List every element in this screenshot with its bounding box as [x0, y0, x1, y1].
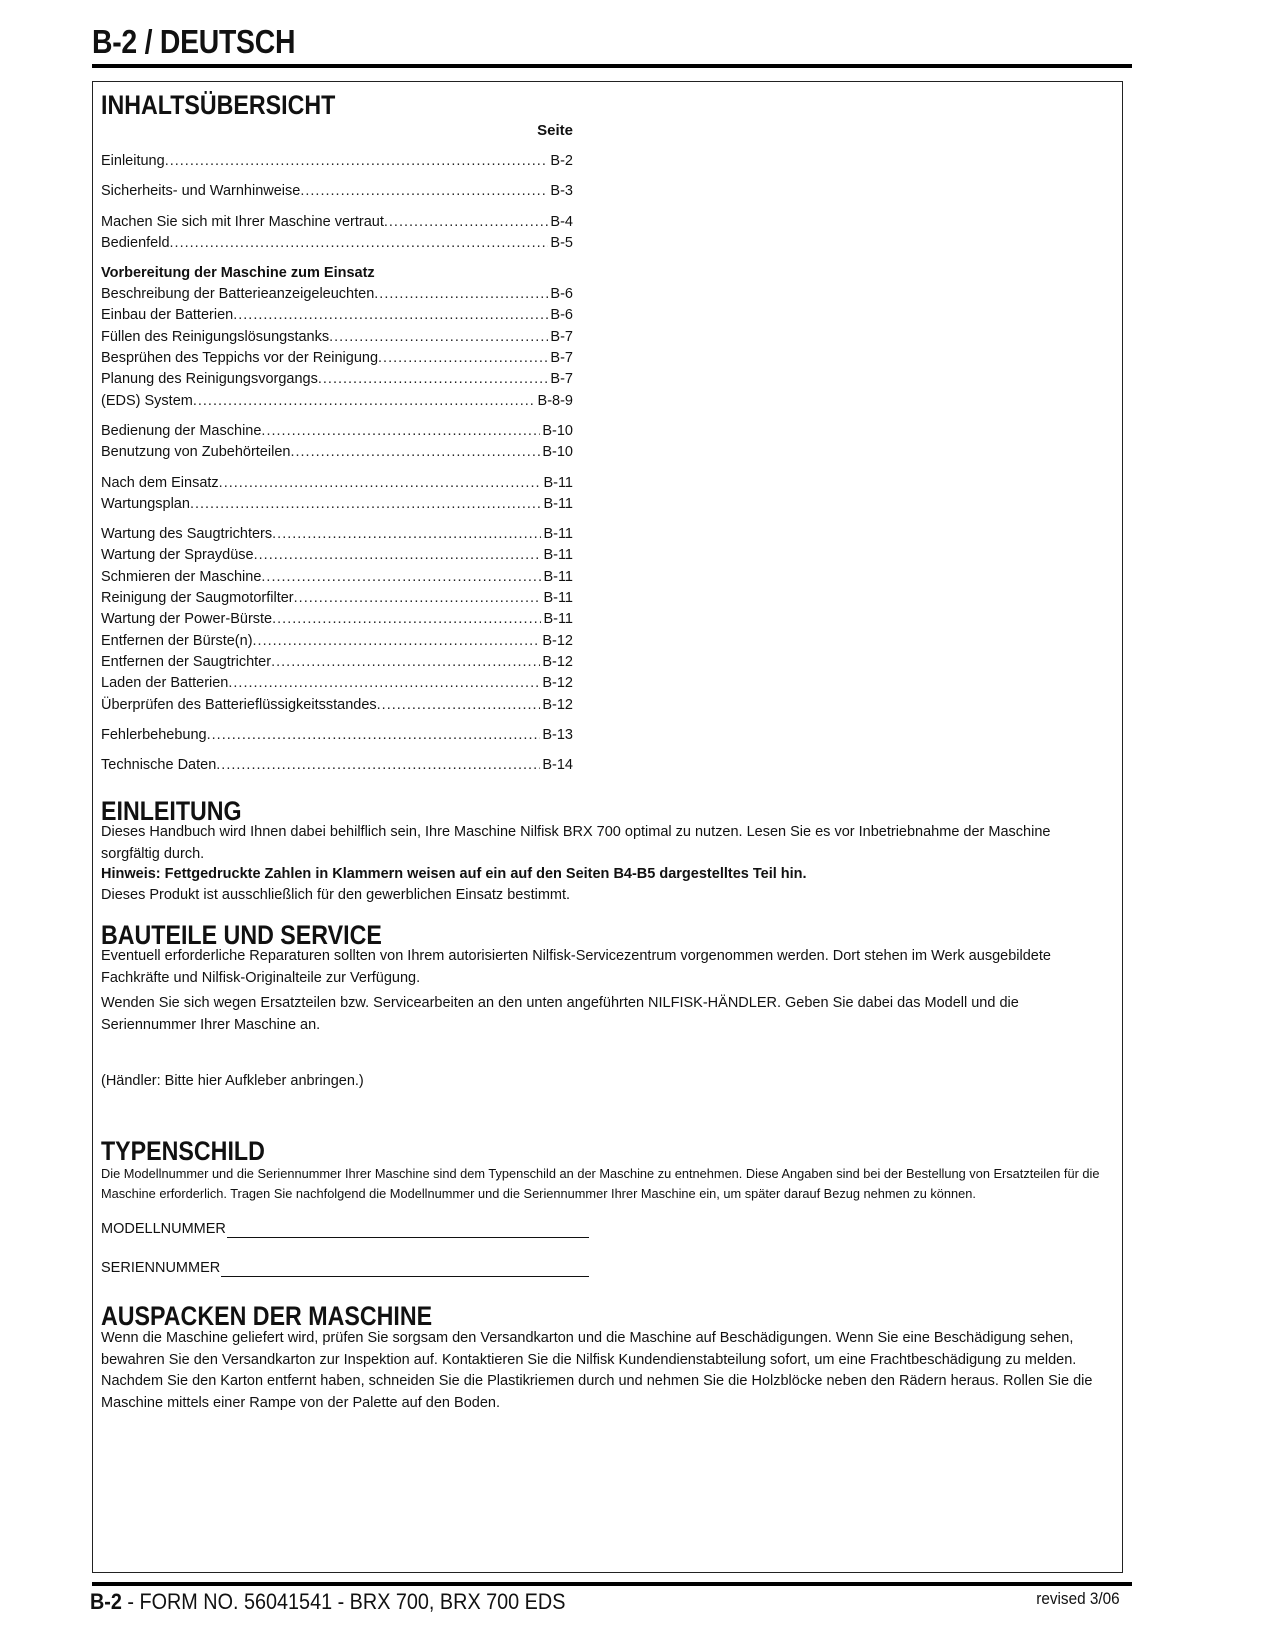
model-number-field[interactable]: [101, 1219, 226, 1239]
toc-entry[interactable]: [101, 609, 573, 630]
bauteile-title: BAUTEILE UND SERVICE: [101, 920, 382, 950]
toc-entry-label: Planung des Reinigungsvorgangs: [101, 371, 318, 388]
serial-number-blank[interactable]: [221, 1276, 589, 1277]
toc-entry[interactable]: [101, 369, 573, 390]
toc-entry-page: B-2: [550, 153, 573, 169]
toc-entry-label: Füllen des Reinigungslösungstanks: [101, 328, 330, 345]
einleitung-usage: Dieses Produkt ist ausschließlich für den gewerblichen Einsatz bestimmt.: [101, 887, 571, 903]
toc-group: [101, 473, 573, 516]
footer-rule: [92, 1582, 1132, 1586]
toc-entry-label: Sicherheits- und Warnhinweise: [101, 183, 301, 200]
toc-dot-leader: [219, 473, 542, 494]
toc-dot-leader: [272, 524, 541, 545]
serial-number-field[interactable]: [101, 1258, 220, 1278]
toc-entry[interactable]: [101, 421, 573, 442]
dealer-sticker-note: (Händler: Bitte hier Aufkleber anbringen.): [101, 1073, 364, 1089]
toc-entry-label: Bedienfeld: [101, 234, 170, 251]
table-of-contents: [101, 120, 573, 776]
page-header: [92, 20, 1132, 68]
toc-dot-leader: [272, 609, 541, 630]
toc-entry-label: Wartung der Spraydüse: [101, 547, 254, 564]
toc-entry-label: Nach dem Einsatz: [101, 474, 219, 491]
toc-dot-leader: [261, 567, 541, 588]
toc-entry[interactable]: [101, 725, 573, 746]
toc-entry-label: Wartung des Saugtrichters: [101, 526, 273, 543]
toc-entry[interactable]: [101, 327, 573, 348]
toc-entry[interactable]: [101, 284, 573, 305]
toc-entry-label: Benutzung von Zubehörteilen: [101, 444, 291, 461]
toc-dot-leader: [254, 545, 542, 566]
toc-group: [101, 755, 573, 776]
toc-entry-page: B-8-9: [537, 392, 573, 409]
toc-dot-leader: [271, 652, 540, 673]
toc-entry[interactable]: [101, 233, 573, 254]
toc-entry-label: Überprüfen des Batterieflüssigkeitsstandes: [101, 696, 377, 713]
toc-entry-page: B-7: [550, 328, 573, 345]
toc-dot-leader: [190, 494, 542, 515]
footer-form-number: - FORM NO. 56041541 - BRX 700, BRX 700 EDS: [121, 1589, 566, 1614]
toc-group: [101, 725, 573, 746]
toc-entry[interactable]: [101, 673, 573, 694]
toc-group: [101, 181, 573, 202]
toc-dot-leader: [165, 151, 549, 172]
toc-entry-page: B-10: [542, 444, 573, 461]
bauteile-paragraph-1: Eventuell erforderliche Reparaturen sollten von Ihrem autorisierten Nilfisk-Servicezentrum vorgenommen werden. Dort stehen im Werk ausgebildete Fachkräfte und Nilfisk-Originalteile zur Verfügung.: [101, 948, 1051, 986]
toc-entry-label: Laden der Batterien: [101, 675, 229, 692]
toc-entry[interactable]: [101, 305, 573, 326]
footer-form-info: [90, 1589, 565, 1615]
toc-entry[interactable]: [101, 652, 573, 673]
toc-entry-page: B-12: [542, 653, 573, 670]
toc-group: [101, 151, 573, 172]
toc-entry[interactable]: [101, 473, 573, 494]
toc-entry-page: B-7: [550, 371, 573, 388]
toc-group: [101, 421, 573, 464]
toc-entry[interactable]: [101, 151, 573, 172]
page-title: B-2 / DEUTSCH: [92, 23, 296, 60]
toc-entry-page: B-11: [543, 474, 573, 491]
auspacken-title: AUSPACKEN DER MASCHINE: [101, 1301, 433, 1331]
toc-entry[interactable]: [101, 755, 573, 776]
toc-entry-page: B-14: [542, 757, 573, 774]
toc-group: [101, 524, 573, 716]
toc-dot-leader: [207, 725, 541, 746]
toc-dot-leader: [300, 181, 548, 202]
toc-entry-page: B-12: [542, 696, 573, 713]
toc-entry-label: Entfernen der Saugtrichter: [101, 653, 272, 670]
toc-entry-page: B-11: [543, 547, 573, 564]
toc-entry-page: B-11: [543, 495, 573, 512]
toc-page-column-header: Seite: [537, 122, 573, 139]
einleitung-paragraph: Dieses Handbuch wird Ihnen dabei behilflich sein, Ihre Maschine Nilfisk BRX 700 optimal zu nutzen. Lesen Sie es vor Inbetriebnahme der Maschine sorgfältig durch.: [101, 824, 1051, 862]
toc-entry-label: (EDS) System: [101, 392, 193, 409]
auspacken-paragraph: Wenn die Maschine geliefert wird, prüfen Sie sorgsam den Versandkarton und die Maschine auf Beschädigungen. Wenn Sie eine Beschädigung sehen, bewahren Sie den Versandkarton zur Inspektion auf. Kontaktieren Sie die Nilfisk Kundendienstabteilung sofort, um eine Frachtbeschädigung zu melden. Nachdem Sie den Karton entfernt haben, schneiden Sie die Plastikriemen durch und nehmen Sie die Holzblöcke neben den Rädern heraus. Rollen Sie die Maschine mittels einer Rampe von der Palette auf den Boden.: [101, 1330, 1093, 1411]
toc-dot-leader: [318, 369, 549, 390]
toc-entry-page: B-11: [543, 590, 573, 607]
toc-entry-page: B-11: [543, 611, 573, 628]
toc-entry-page: B-6: [550, 307, 573, 324]
toc-entry-page: B-6: [550, 286, 573, 303]
toc-entry-label: Einbau der Batterien: [101, 307, 234, 324]
toc-dot-leader: [261, 421, 540, 442]
toc-entry-page: B-11: [543, 526, 573, 543]
toc-entry-page: B-4: [550, 213, 573, 230]
typenschild-paragraph: Die Modellnummer und die Seriennummer Ihrer Maschine sind dem Typenschild an der Maschine zu entnehmen. Diese Angaben sind bei der Bestellung von Ersatzteilen für die Maschine erforderlich. Tragen Sie nachfolgend die Modellnummer und die Seriennummer Ihrer Maschine ein, um später darauf Bezug nehmen zu können.: [101, 1166, 1100, 1201]
toc-entry[interactable]: [101, 588, 573, 609]
toc-entry-page: B-3: [550, 183, 573, 200]
toc-group: [101, 263, 573, 412]
toc-entry[interactable]: [101, 494, 573, 515]
typenschild-title: TYPENSCHILD: [101, 1136, 265, 1166]
toc-dot-leader: [378, 348, 548, 369]
toc-entry-label: Wartung der Power-Bürste: [101, 611, 273, 628]
toc-entry[interactable]: [101, 442, 573, 463]
toc-entry-label: Technische Daten: [101, 757, 217, 774]
model-number-blank[interactable]: [227, 1237, 589, 1238]
toc-dot-leader: [216, 755, 540, 776]
toc-groups: [101, 151, 573, 776]
toc-entry[interactable]: [101, 348, 573, 369]
toc-entry-page: B-11: [543, 568, 573, 585]
toc-dot-leader: [290, 442, 540, 463]
toc-entry[interactable]: [101, 545, 573, 566]
toc-entry[interactable]: [101, 695, 573, 716]
toc-entry-page: B-10: [542, 422, 573, 439]
toc-dot-leader: [329, 327, 548, 348]
toc-entry[interactable]: [101, 391, 573, 412]
toc-entry-label: Beschreibung der Batterieanzeigeleuchten: [101, 286, 375, 303]
toc-entry[interactable]: [101, 181, 573, 202]
toc-group-title: Vorbereitung der Maschine zum Einsatz: [101, 265, 375, 282]
toc-entry[interactable]: [101, 567, 573, 588]
toc-entry-label: Wartungsplan: [101, 495, 190, 512]
serial-number-label: SERIENNUMMER: [101, 1260, 221, 1276]
toc-dot-leader: [233, 305, 548, 326]
toc-title: INHALTSÜBERSICHT: [101, 90, 336, 120]
toc-entry-label: Entfernen der Bürste(n): [101, 632, 253, 649]
toc-dot-leader: [170, 233, 549, 254]
toc-dot-leader: [374, 284, 548, 305]
toc-dot-leader: [253, 631, 541, 652]
footer-revision: revised 3/06: [1036, 1589, 1120, 1608]
toc-dot-leader: [228, 673, 540, 694]
toc-entry-label: Machen Sie sich mit Ihrer Maschine vertraut: [101, 213, 384, 230]
toc-entry-page: B-12: [542, 632, 573, 649]
toc-entry-label: Schmieren der Maschine: [101, 568, 262, 585]
footer-page-number: B-2: [90, 1589, 122, 1614]
toc-dot-leader: [377, 695, 541, 716]
toc-entry-label: Reinigung der Saugmotorfilter: [101, 590, 294, 607]
toc-entry-label: Fehlerbehebung: [101, 726, 207, 743]
toc-entry-label: Bedienung der Maschine: [101, 422, 262, 439]
toc-entry-page: B-13: [542, 726, 573, 743]
toc-entry[interactable]: [101, 212, 573, 233]
toc-dot-leader: [193, 391, 536, 412]
model-number-label: MODELLNUMMER: [101, 1221, 226, 1237]
toc-entry-page: B-12: [542, 675, 573, 692]
toc-entry-page: B-7: [550, 350, 573, 367]
bauteile-paragraph-2: Wenden Sie sich wegen Ersatzteilen bzw. Servicearbeiten an den unten angeführten NILFISK-HÄNDLER. Geben Sie dabei das Modell und die Seriennummer Ihrer Maschine an.: [101, 995, 1019, 1033]
toc-entry[interactable]: [101, 631, 573, 652]
toc-entry-label: Besprühen des Teppichs vor der Reinigung: [101, 350, 379, 367]
einleitung-title: EINLEITUNG: [101, 796, 242, 826]
toc-dot-leader: [294, 588, 542, 609]
toc-dot-leader: [384, 212, 549, 233]
toc-entry-page: B-5: [550, 234, 573, 251]
toc-entry[interactable]: [101, 524, 573, 545]
toc-group: [101, 212, 573, 255]
einleitung-note: Hinweis: Fettgedruckte Zahlen in Klammern weisen auf ein auf den Seiten B4-B5 dargestelltes Teil hin.: [101, 866, 807, 882]
toc-entry-label: Einleitung: [101, 153, 165, 169]
